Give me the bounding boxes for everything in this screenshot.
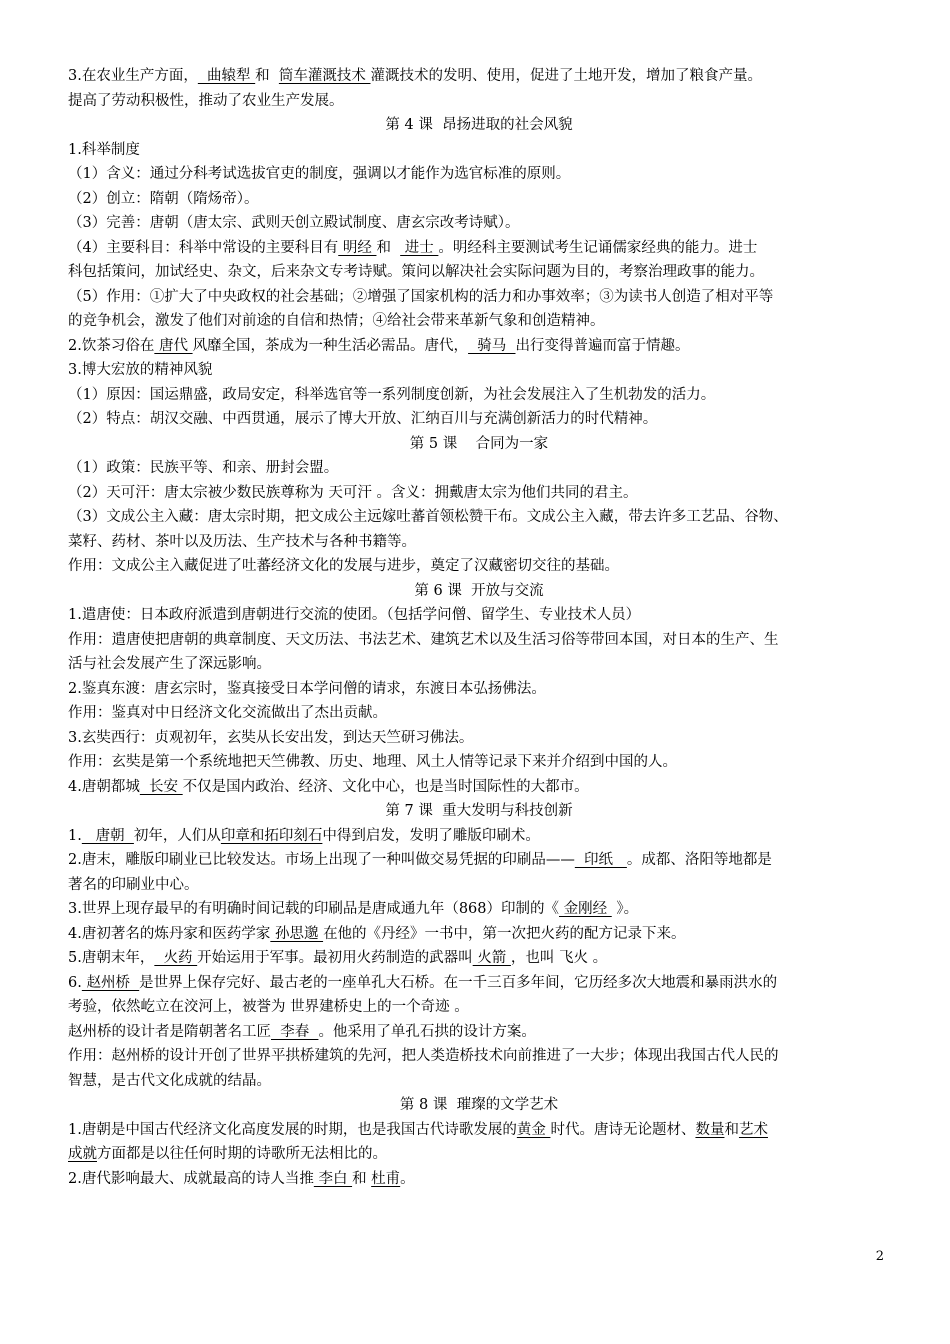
text-segment: 第 5 课 合同为一家 bbox=[409, 435, 549, 452]
text-segment: 科包括策问，加试经史、杂文，后来杂文专考诗赋。策问以解决社会实际问题为目的，考察治理政事的能力。 bbox=[68, 264, 764, 280]
text-line bbox=[68, 162, 890, 187]
text-segment: 菜籽、药材、茶叶以及历法、生产技术与各种书籍等。 bbox=[68, 533, 416, 550]
text-segment: 3.博大宏放的精神风貌 bbox=[68, 362, 213, 378]
lesson-heading bbox=[68, 799, 890, 824]
text-line bbox=[68, 383, 890, 408]
text-line bbox=[68, 1142, 890, 1167]
text-line bbox=[68, 285, 890, 310]
text-line bbox=[68, 236, 890, 261]
text-segment: 不仅是国内政治、经济、文化中心，也是当时国际性的大都市。 bbox=[182, 778, 589, 795]
lesson-heading bbox=[68, 1093, 890, 1118]
text-segment: 初年，人们从 bbox=[133, 827, 221, 844]
text-segment: （3）文成公主入藏：唐太宗时期，把文成公主远嫁吐蕃首领松赞干布。文成公主入藏，带去许多工艺品、谷物、 bbox=[68, 509, 788, 525]
text-line bbox=[68, 187, 890, 212]
text-line bbox=[68, 726, 890, 751]
text-line bbox=[68, 628, 890, 653]
text-segment: （5）作用：①扩大了中央政权的社会基础；②增强了国家机构的活力和办事效率；③为读书人创造了相对平等 bbox=[68, 288, 774, 305]
underlined-answer: 印纸 bbox=[574, 852, 627, 868]
underlined-answer: 成就 bbox=[68, 1146, 97, 1162]
underlined-answer: 曲辕犁 bbox=[197, 68, 256, 84]
text-segment: 4.唐初著名的炼丹家和医药学家 bbox=[68, 925, 271, 942]
text-segment: 第 6 课 开放与交流 bbox=[414, 582, 544, 599]
text-segment: （2）特点：胡汉交融、中西贯通，展示了博大开放、汇纳百川与充满创新活力的时代精神。 bbox=[68, 411, 658, 427]
text-segment: 方面都是以往任何时期的诗歌所无法相比的。 bbox=[97, 1146, 387, 1162]
text-segment: 。成都、洛阳等地都是 bbox=[626, 852, 772, 868]
text-segment: 考验，依然屹立在洨河上，被誉为 世界建桥史上的一个奇迹 。 bbox=[68, 999, 469, 1015]
underlined-answer: 长安 bbox=[139, 778, 183, 795]
text-line bbox=[68, 1069, 890, 1094]
underlined-answer: 火箭 bbox=[472, 950, 511, 966]
text-segment: 3.世界上现存最早的有明确时间记载的印刷品是唐咸通九年（868）印制的《 bbox=[68, 901, 560, 917]
text-segment: 。 bbox=[400, 1170, 415, 1187]
text-segment: 和 bbox=[352, 1170, 372, 1187]
text-segment: 作用：玄奘是第一个系统地把天竺佛教、历史、地理、风土人情等记录下来并介绍到中国的人。 bbox=[68, 754, 677, 770]
text-segment: 第 4 课 昂扬进取的社会风貌 bbox=[385, 117, 573, 133]
text-segment: 》。 bbox=[611, 901, 639, 917]
text-line bbox=[68, 677, 890, 702]
text-segment: 作用：遣唐使把唐朝的典章制度、天文历法、书法艺术、建筑艺术以及生活习俗等带回本国，对日本的生产、生 bbox=[68, 631, 779, 648]
text-segment: 时代。唐诗无论题材、 bbox=[550, 1121, 696, 1138]
text-line bbox=[68, 530, 890, 555]
text-line bbox=[68, 456, 890, 481]
text-segment: 开始运用于军事。最初用火药制造的武器叫 bbox=[197, 950, 473, 966]
text-segment: （1）原因：国运鼎盛，政局安定，科举选官等一系列制度创新，为社会发展注入了生机勃发的活力。 bbox=[68, 386, 716, 403]
text-segment: 2.饮茶习俗在 bbox=[68, 337, 155, 354]
text-segment: 和 bbox=[724, 1121, 739, 1138]
text-segment: 风靡全国，茶成为一种生活必需品。唐代， bbox=[192, 337, 469, 354]
document-body bbox=[68, 64, 890, 1191]
text-line bbox=[68, 309, 890, 334]
underlined-answer: 孙思邈 bbox=[270, 925, 324, 942]
text-segment: 6. bbox=[68, 974, 82, 991]
text-segment: 出行变得普遍而富于情趣。 bbox=[515, 337, 690, 354]
text-segment: （1）政策：民族平等、和亲、册封会盟。 bbox=[68, 460, 339, 476]
text-segment: 4.唐朝都城 bbox=[68, 778, 140, 795]
page-number: 2 bbox=[875, 1249, 884, 1264]
underlined-answer: 唐朝 bbox=[81, 827, 134, 844]
underlined-answer: 进士 bbox=[400, 239, 439, 256]
text-line bbox=[68, 554, 890, 579]
underlined-answer: 火药 bbox=[154, 950, 198, 966]
underlined-answer: 杜甫 bbox=[371, 1170, 401, 1187]
text-segment: 1.遣唐使：日本政府派遣到唐朝进行交流的使团。（包括学问僧、留学生、专业技术人员） bbox=[68, 607, 641, 623]
text-segment: （2）天可汗：唐太宗被少数民族尊称为 天可汗 。含义：拥戴唐太宗为他们共同的君主。 bbox=[68, 484, 638, 501]
text-segment: 3.在农业生产方面， bbox=[68, 68, 198, 84]
text-segment: 是世界上保存完好、最古老的一座单孔大石桥。在一千三百多年间，它历经多次大地震和暴雨洪水的 bbox=[139, 974, 778, 991]
text-segment: 的竞争机会，激发了他们对前途的自信和热情；④给社会带来革新气象和创造精神。 bbox=[68, 313, 605, 329]
text-segment: 活与社会发展产生了深远影响。 bbox=[68, 656, 271, 672]
text-segment: （2）创立：隋朝（隋炀帝）。 bbox=[68, 190, 259, 207]
text-segment: 灌溉技术的发明、使用，促进了土地开发，增加了粮食产量。 bbox=[370, 68, 762, 84]
text-line bbox=[68, 481, 890, 506]
text-line bbox=[68, 750, 890, 775]
text-segment: 提高了劳动积极性，推动了农业生产发展。 bbox=[68, 92, 344, 109]
text-line bbox=[68, 89, 890, 114]
text-segment: （3）完善：唐朝（唐太宗、武则天创立殿试制度、唐玄宗改考诗赋）。 bbox=[68, 215, 520, 231]
text-segment: 赵州桥的设计者是隋朝著名工匠 bbox=[68, 1023, 271, 1040]
text-segment: 2.唐末，雕版印刷业已比较发达。市场上出现了一种叫做交易凭据的印刷品—— bbox=[68, 852, 575, 868]
underlined-answer: 明经 bbox=[338, 239, 377, 256]
text-line bbox=[68, 873, 890, 898]
text-line bbox=[68, 211, 890, 236]
text-segment: 1.唐朝是中国古代经济文化高度发展的时期，也是我国古代诗歌发展的 bbox=[68, 1121, 517, 1138]
text-line bbox=[68, 505, 890, 530]
text-line bbox=[68, 138, 890, 163]
text-line bbox=[68, 64, 890, 89]
text-segment: 2.唐代影响最大、成就最高的诗人当推 bbox=[68, 1170, 314, 1187]
text-segment: 智慧，是古代文化成就的结晶。 bbox=[68, 1072, 271, 1089]
text-line bbox=[68, 946, 890, 971]
text-line bbox=[68, 1118, 890, 1143]
text-line bbox=[68, 1020, 890, 1045]
underlined-answer: 骑马 bbox=[468, 337, 516, 354]
text-line bbox=[68, 603, 890, 628]
text-segment: ，也叫 飞火 。 bbox=[510, 950, 608, 966]
text-segment: 5.唐朝末年， bbox=[68, 950, 155, 966]
text-segment: 和 bbox=[376, 239, 401, 256]
text-line bbox=[68, 260, 890, 285]
text-line bbox=[68, 897, 890, 922]
text-line bbox=[68, 358, 890, 383]
text-segment: 著名的印刷业中心。 bbox=[68, 876, 199, 893]
text-segment: 作用：文成公主入藏促进了吐蕃经济文化的发展与进步，奠定了汉藏密切交往的基础。 bbox=[68, 558, 619, 574]
text-segment: 1.科举制度 bbox=[68, 141, 140, 158]
underlined-answer: 赵州桥 bbox=[81, 974, 140, 991]
lesson-heading bbox=[68, 113, 890, 138]
text-line bbox=[68, 1044, 890, 1069]
underlined-answer: 李白 bbox=[313, 1170, 353, 1187]
text-segment: 。明经科主要测试考生记诵儒家经典的能力。进士 bbox=[438, 239, 758, 256]
text-segment: 在他的《丹经》一书中，第一次把火药的配方记录下来。 bbox=[323, 925, 686, 942]
text-segment: 3.玄奘西行：贞观初年，玄奘从长安出发，到达天竺研习佛法。 bbox=[68, 729, 474, 746]
text-segment: （1）含义：通过分科考试选拔官吏的制度，强调以才能作为选官标准的原则。 bbox=[68, 166, 571, 182]
text-line bbox=[68, 971, 890, 996]
text-line bbox=[68, 1167, 890, 1192]
text-segment: （4）主要科目：科举中常设的主要科目有 bbox=[68, 239, 339, 256]
underlined-answer: 唐代 bbox=[154, 337, 193, 354]
text-line bbox=[68, 652, 890, 677]
underlined-answer: 数量 bbox=[695, 1121, 725, 1138]
text-line bbox=[68, 407, 890, 432]
text-segment: 中得到启发，发明了雕版印刷术。 bbox=[322, 827, 540, 844]
underlined-answer: 筒车灌溉技术 bbox=[278, 68, 371, 84]
text-line bbox=[68, 824, 890, 849]
text-line bbox=[68, 848, 890, 873]
lesson-heading bbox=[68, 432, 890, 457]
underlined-answer: 李春 bbox=[271, 1023, 319, 1040]
text-segment: 第 7 课 重大发明与科技创新 bbox=[385, 803, 573, 819]
text-segment: 作用：鉴真对中日经济文化交流做出了杰出贡献。 bbox=[68, 705, 387, 721]
text-line bbox=[68, 922, 890, 947]
text-segment: 作用：赵州桥的设计开创了世界平拱桥建筑的先河，把人类造桥技术向前推进了一大步；体现出我国古代人民的 bbox=[68, 1048, 779, 1064]
text-line bbox=[68, 775, 890, 800]
underlined-answer: 印章和拓印刻石 bbox=[220, 827, 323, 844]
text-line bbox=[68, 995, 890, 1020]
text-line bbox=[68, 701, 890, 726]
text-line bbox=[68, 334, 890, 359]
underlined-answer: 艺术 bbox=[738, 1121, 768, 1138]
underlined-answer: 金刚经 bbox=[559, 901, 612, 917]
text-segment: 1. bbox=[68, 827, 82, 844]
lesson-heading bbox=[68, 579, 890, 604]
text-segment: 。他采用了单孔石拱的设计方案。 bbox=[318, 1023, 536, 1040]
text-segment: 2.鉴真东渡：唐玄宗时，鉴真接受日本学问僧的请求，东渡日本弘扬佛法。 bbox=[68, 680, 546, 697]
text-segment: 和 bbox=[255, 68, 279, 84]
text-segment: 第 8 课 璀璨的文学艺术 bbox=[399, 1097, 559, 1113]
underlined-answer: 黄金 bbox=[516, 1121, 551, 1138]
